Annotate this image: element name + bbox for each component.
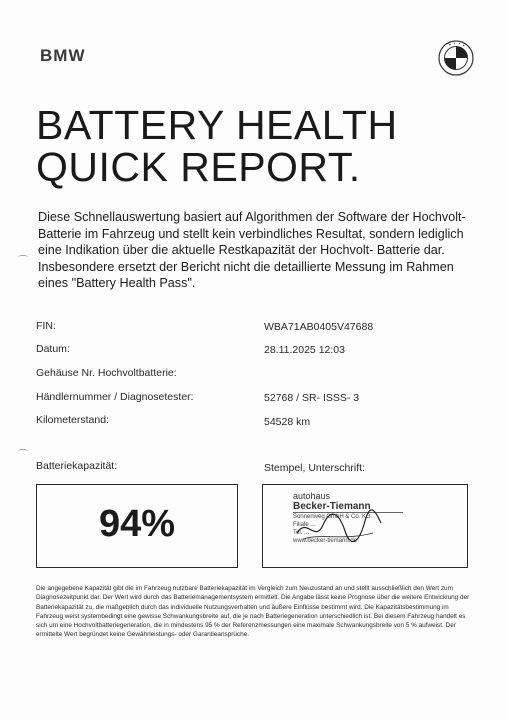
intro-paragraph: Diese Schnellauswertung basiert auf Algorithmen der Software der Hochvolt- Batterie im Fahrzeug und stellt kein verbindliches Resultat, sondern lediglich eine Indikation über die aktuelle Restkapazität der Hochvolt- Batterie dar. Insbesondere ersetzt der Bericht nicht die detaillierte Messung im Rahmen eines "Battery Health Pass". xyxy=(38,210,466,291)
title-line-2: QUICK REPORT. xyxy=(36,144,361,190)
report-title xyxy=(36,104,398,188)
stamp-line-5: Tel. ... xyxy=(293,530,310,536)
stamp-line-2: Becker-Tiemann xyxy=(293,501,403,513)
fin-value: WBA71AB0405V47688 xyxy=(264,321,374,333)
dealer-value: 52768 / SR- ISSS- 3 xyxy=(264,392,360,404)
stamp-line-4: Filiale ... xyxy=(293,522,316,528)
stamp-line-6: www.becker-tiemann.de xyxy=(293,538,358,544)
capacity-value: 94% xyxy=(98,503,176,545)
date-label: Datum: xyxy=(36,343,70,355)
brand-name: BMW xyxy=(40,46,86,65)
dealer-label: Händlernummer / Diagnosetester: xyxy=(36,391,194,403)
disclaimer-text: Die angegebene Kapazität gibt die im Fahrzeug nutzbare Batteriekapazität im Vergleich zum Neuzustand an und stellt ausschließlich den Wert zum Diagnosezeitpunkt dar. Der Wert wird durch das Batteriemanagementsystem ermittelt. Die Angabe lässt keine Prognose über die weitere Entwicklung der Batteriekapazität zu, die maßgeblich durch das individuelle Nutzungsverhalten und äußere Einflüsse bestimmt wird. Die Kapazitätsbestimmung im Fahrzeug weist systembedingt eine gewisse Schwankungsbreite auf, die je nach Batteriegeneration unterschiedlich ist. Bei diesem Fahrzeug handelt es sich um eine Hochvoltbatteriegeneration, die in mindestens 95 % der Referenzmessungen eine maximale Schwankungsbreite von 5 % aufweist. Der ermittelte Wert begründet keine Gewährleistungs- oder Garantieansprüche. xyxy=(36,585,470,639)
fin-label: FIN: xyxy=(36,320,56,332)
bmw-roundel-icon xyxy=(438,40,474,76)
title-line-1: BATTERY HEALTH xyxy=(36,102,398,148)
km-label: Kilometerstand: xyxy=(36,414,109,426)
date-value: 28.11.2025 12:03 xyxy=(264,344,345,356)
signature xyxy=(293,503,383,553)
capacity-box xyxy=(36,484,238,568)
stamp-label: Stempel, Unterschrift: xyxy=(264,462,365,474)
capacity-label: Batteriekapazität: xyxy=(36,460,118,472)
stamp-box xyxy=(262,484,468,568)
stamp-line-1: autohaus xyxy=(293,491,331,501)
km-value: 54528 km xyxy=(264,416,311,428)
housing-label: Gehäuse Nr. Hochvoltbatterie: xyxy=(36,367,177,379)
stamp-line-3: Sonnenweg GmbH & Co. KG xyxy=(293,514,371,520)
scan-mark: ⌒ xyxy=(18,256,28,267)
scan-mark: ⌒ xyxy=(18,450,28,461)
